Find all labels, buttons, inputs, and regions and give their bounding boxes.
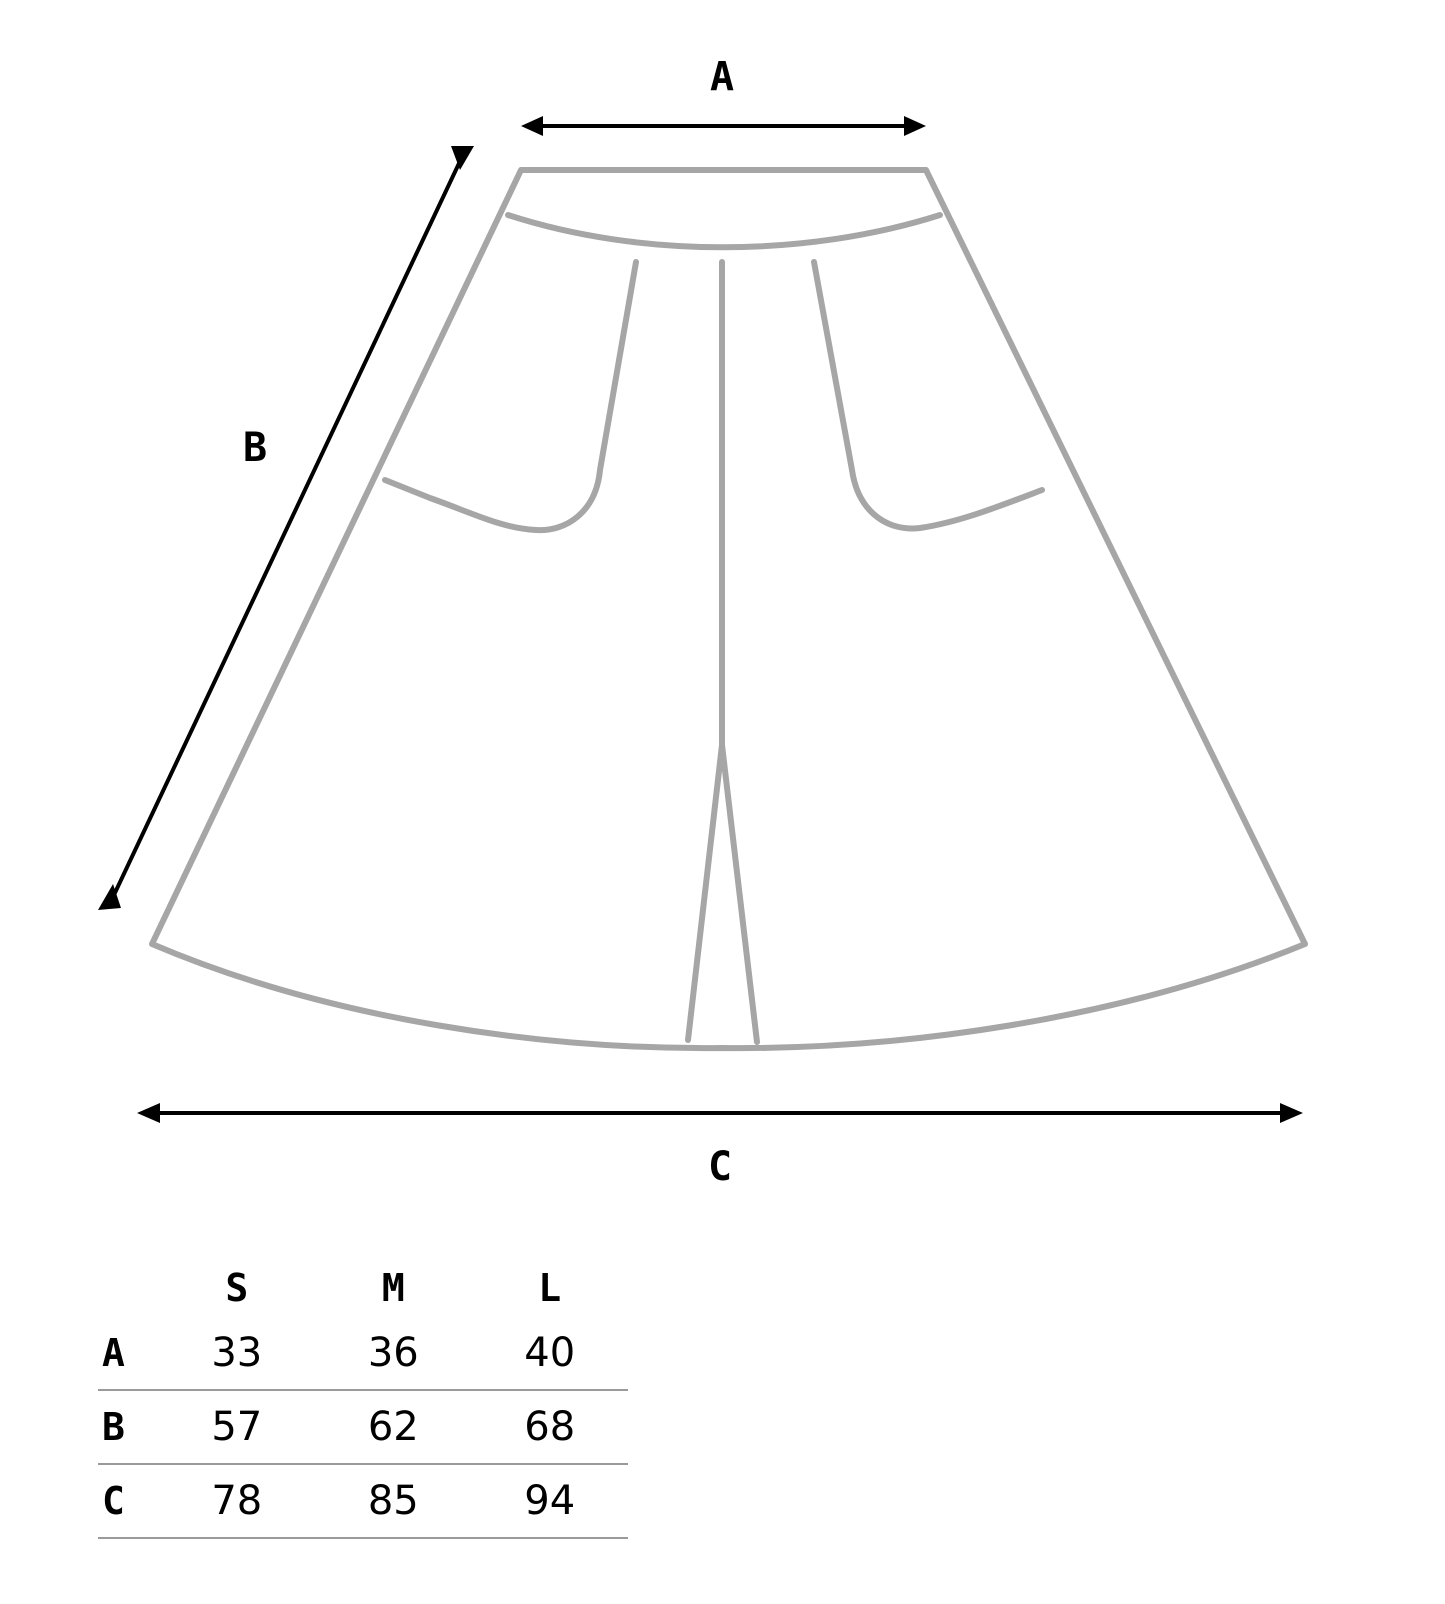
dimension-b bbox=[98, 146, 474, 910]
dimension-c-arrow-left bbox=[137, 1103, 160, 1123]
row-label-c: C bbox=[98, 1464, 159, 1538]
cell-c-s: 78 bbox=[159, 1464, 315, 1538]
size-chart-corner bbox=[98, 1240, 159, 1316]
dimension-a-label: A bbox=[709, 54, 735, 100]
table-row bbox=[98, 1390, 628, 1464]
dimension-c-arrow-right bbox=[1280, 1103, 1303, 1123]
size-chart-header-row bbox=[98, 1240, 628, 1316]
dimension-b-line bbox=[113, 157, 462, 897]
waistband-seam bbox=[508, 215, 940, 247]
size-chart bbox=[98, 1240, 658, 1539]
inseam-left bbox=[688, 745, 722, 1040]
cell-c-l: 94 bbox=[472, 1464, 629, 1538]
table-row bbox=[98, 1464, 628, 1538]
garment-outline bbox=[152, 170, 1305, 1048]
size-column-s: S bbox=[225, 1266, 249, 1310]
size-chart-table bbox=[98, 1240, 628, 1539]
cell-c-m: 85 bbox=[315, 1464, 471, 1538]
dimension-b-label: B bbox=[242, 425, 268, 471]
row-label-b: B bbox=[98, 1390, 159, 1464]
dimension-c bbox=[137, 1103, 1303, 1123]
pocket-right bbox=[814, 262, 1042, 529]
cell-a-m: 36 bbox=[315, 1316, 471, 1390]
dimension-a bbox=[521, 116, 926, 136]
size-column-m: M bbox=[381, 1266, 405, 1310]
cell-b-l: 68 bbox=[472, 1390, 629, 1464]
size-column-l: L bbox=[538, 1266, 562, 1310]
dimension-c-label: C bbox=[707, 1144, 733, 1190]
skirt-silhouette bbox=[152, 170, 1305, 1048]
cell-a-l: 40 bbox=[472, 1316, 629, 1390]
inseam-right bbox=[722, 745, 757, 1042]
pocket-left bbox=[385, 262, 636, 530]
dimension-b-arrow-top bbox=[451, 146, 474, 170]
row-label-a: A bbox=[98, 1316, 159, 1390]
cell-b-m: 62 bbox=[315, 1390, 471, 1464]
cell-a-s: 33 bbox=[159, 1316, 315, 1390]
dimension-a-arrow-left bbox=[521, 116, 543, 136]
table-row bbox=[98, 1316, 628, 1390]
cell-b-s: 57 bbox=[159, 1390, 315, 1464]
dimension-a-arrow-right bbox=[904, 116, 926, 136]
